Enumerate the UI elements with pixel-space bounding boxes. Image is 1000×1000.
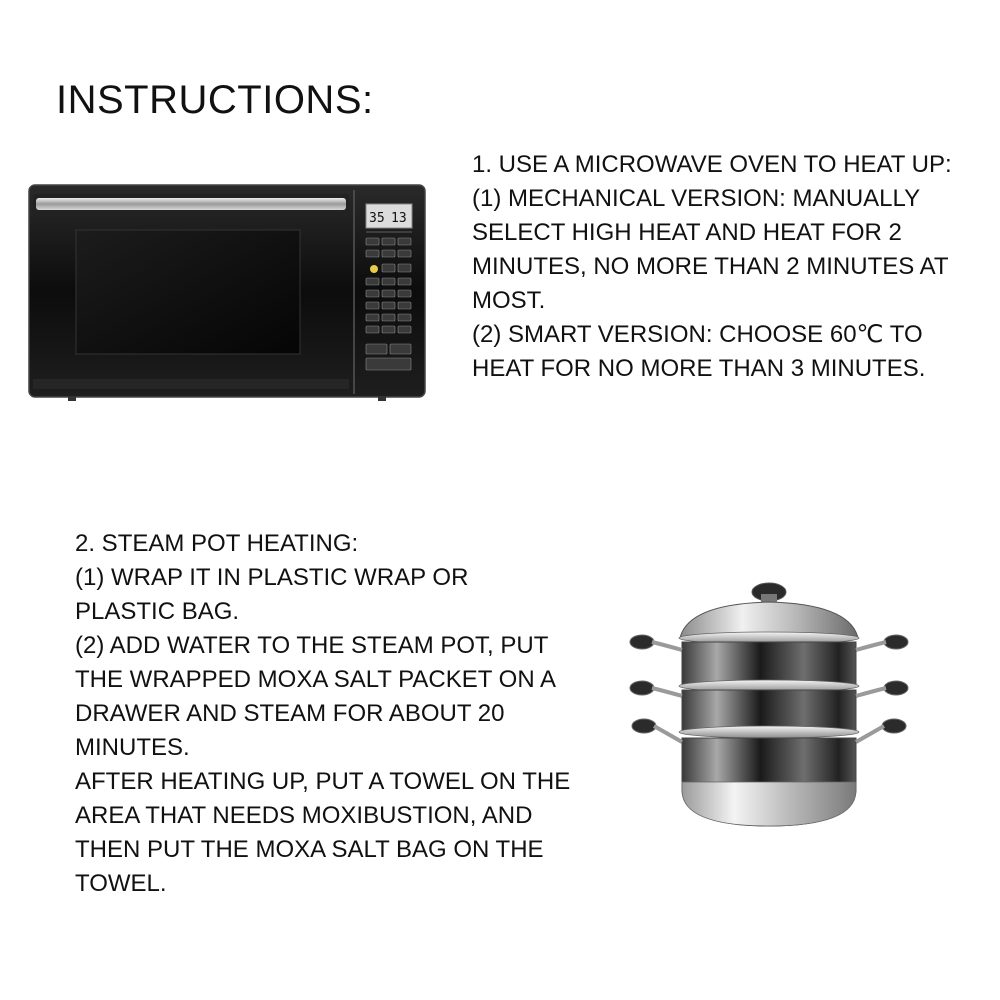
steam-pot-instructions	[75, 527, 575, 901]
mechanical-version-step: (1) MECHANICAL VERSION: MANUALLY SELECT HIGH HEAT AND HEAT FOR 2 MINUTES, NO MORE THAN 2 MINUTES AT MOST.	[472, 185, 949, 314]
display-right: 13	[391, 211, 407, 226]
display-left: 35	[369, 211, 385, 226]
towel-step: AFTER HEATING UP, PUT A TOWEL ON THE AREA THAT NEEDS MOXIBUSTION, AND THEN PUT THE MOXA SALT BAG ON THE TOWEL.	[75, 768, 571, 897]
steam-pot-heading: 2. STEAM POT HEATING:	[75, 530, 359, 557]
page-title: INSTRUCTIONS:	[56, 78, 374, 122]
microwave-heading: 1. USE A MICROWAVE OVEN TO HEAT UP:	[472, 151, 952, 178]
steam-step: (2) ADD WATER TO THE STEAM POT, PUT THE WRAPPED MOXA SALT PACKET ON A DRAWER AND STEAM FOR ABOUT 20 MINUTES.	[75, 632, 555, 761]
smart-version-step: (2) SMART VERSION: CHOOSE 60℃ TO HEAT FOR NO MORE THAN 3 MINUTES.	[472, 321, 926, 382]
steam-pot-image	[628, 576, 910, 830]
microwave-instructions	[472, 148, 962, 386]
microwave-image	[28, 184, 428, 402]
wrap-step: (1) WRAP IT IN PLASTIC WRAP OR PLASTIC BAG.	[75, 564, 469, 625]
